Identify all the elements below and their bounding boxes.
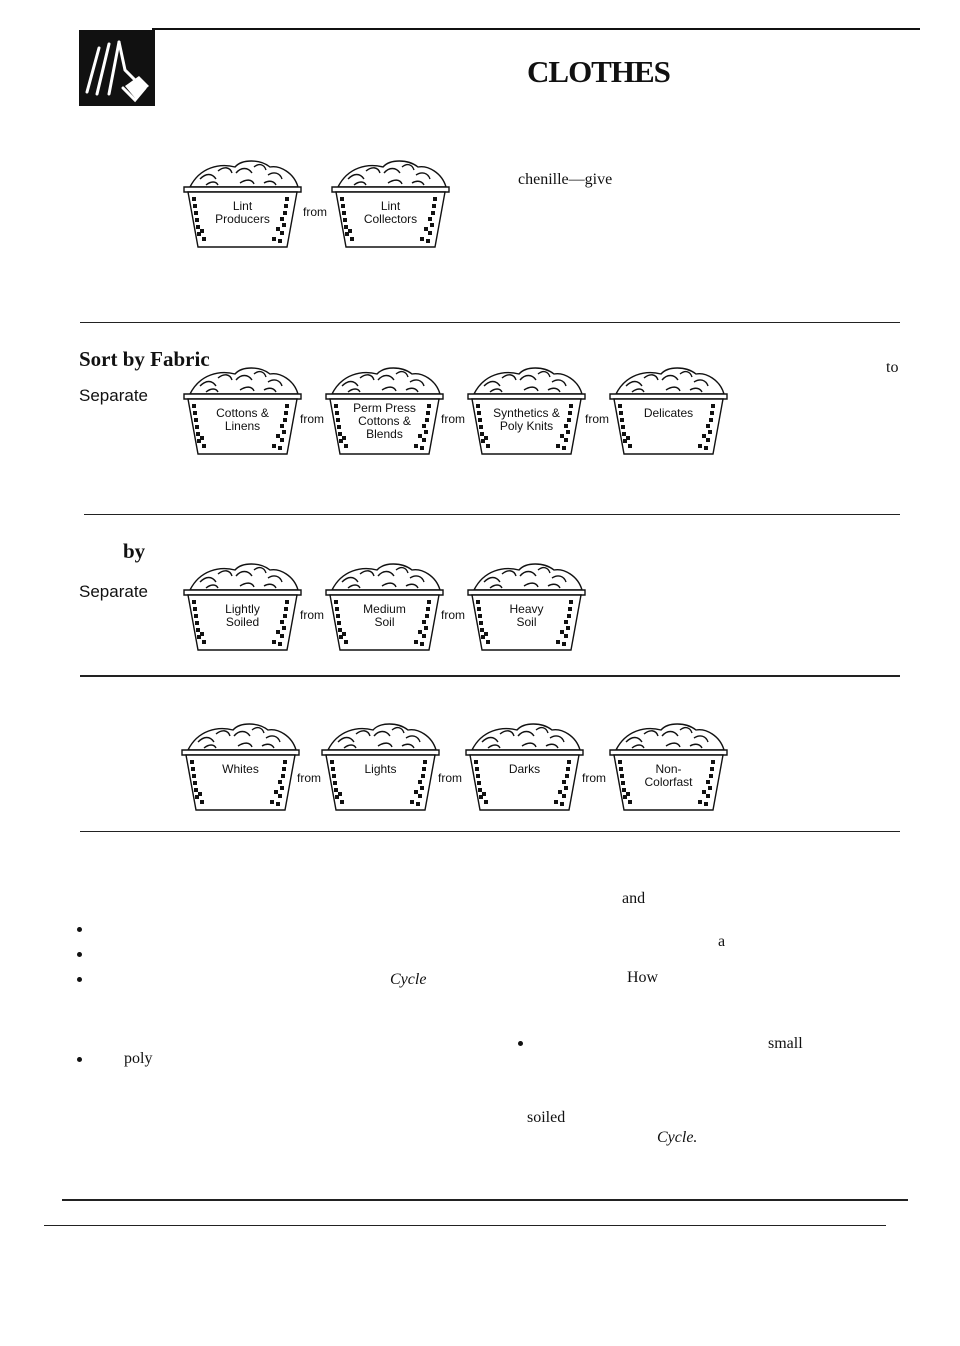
basket-lint-producers <box>180 157 305 252</box>
page-title: CLOTHES <box>527 54 670 89</box>
basket-lightly-soiled <box>180 560 305 655</box>
basket-label-line2: Producers <box>215 212 270 226</box>
basket-label-line2: Soil <box>516 615 537 629</box>
bullet <box>77 977 82 982</box>
footer-rule-thin <box>44 1225 886 1226</box>
divider <box>80 675 900 677</box>
basket-label-line1: Delicates <box>643 406 694 420</box>
from-label: from <box>438 771 462 785</box>
separate-label: Separate <box>79 582 148 601</box>
from-label: from <box>303 205 327 219</box>
bullet <box>77 1057 82 1062</box>
basket-heavy-soil <box>464 560 589 655</box>
footer-rule <box>62 1199 908 1201</box>
section-heading-soil: by <box>123 539 146 563</box>
basket-label-line1: Lightly <box>225 602 260 616</box>
lint-note-fragment: chenille—give <box>518 171 613 188</box>
basket-label-line1: Whites <box>222 762 259 776</box>
basket-label-line2: Poly Knits <box>499 419 554 433</box>
text-fragment-how: How <box>627 969 659 986</box>
basket-label-line1: Cottons & <box>216 406 269 420</box>
basket-lights <box>318 720 443 815</box>
text-fragment-small: small <box>768 1035 803 1052</box>
basket-label-line1: Lint <box>380 199 401 213</box>
basket-darks <box>462 720 587 815</box>
text-fragment-a: a <box>718 933 726 950</box>
text-fragment-soiled: soiled <box>527 1109 566 1126</box>
hand-pointer-icon <box>79 30 155 106</box>
bullet <box>77 927 82 932</box>
from-label: from <box>297 771 321 785</box>
basket-label-line2: Linens <box>224 419 261 433</box>
basket-label-line2: Collectors <box>363 212 418 226</box>
basket-medium-soil <box>322 560 447 655</box>
fabric-side-fragment: to <box>886 359 899 376</box>
basket-delicates <box>606 364 731 459</box>
divider <box>80 831 900 832</box>
from-label: from <box>585 412 609 426</box>
basket-label-line1: Heavy <box>509 602 544 616</box>
basket-label-line1: Perm Press <box>353 401 416 415</box>
text-fragment-and: and <box>622 890 646 907</box>
basket-perm-press <box>322 364 447 459</box>
basket-label-line2: Colorfast <box>644 775 693 789</box>
basket-label-line1: Non- <box>655 762 682 776</box>
basket-label-line1: Lights <box>364 762 397 776</box>
header-top-rule <box>152 28 920 30</box>
basket-label-line3: Blends <box>366 427 403 441</box>
bullet <box>77 952 82 957</box>
text-fragment-cycle: Cycle <box>390 971 427 988</box>
separate-label: Separate <box>79 386 148 405</box>
basket-label-line1: Lint <box>232 199 253 213</box>
from-label: from <box>441 412 465 426</box>
text-fragment-poly: poly <box>124 1050 153 1067</box>
from-label: from <box>441 608 465 622</box>
basket-cottons-linens <box>180 364 305 459</box>
basket-lint-collectors <box>328 157 453 252</box>
basket-label-line2: Soil <box>374 615 395 629</box>
basket-label-line1: Synthetics & <box>493 406 560 420</box>
bullet <box>518 1041 523 1046</box>
section-heading-fabric: Sort by Fabric <box>79 347 210 371</box>
divider <box>80 322 900 323</box>
from-label: from <box>300 412 324 426</box>
basket-whites <box>178 720 303 815</box>
from-label: from <box>582 771 606 785</box>
from-label: from <box>300 608 324 622</box>
basket-label-line2: Soiled <box>225 615 260 629</box>
text-fragment-cycle-period: Cycle. <box>657 1129 698 1146</box>
basket-non-colorfast <box>606 720 731 815</box>
basket-label-line1: Darks <box>508 762 541 776</box>
divider <box>84 514 900 515</box>
basket-label-line1: Medium <box>363 602 406 616</box>
basket-synthetics-poly <box>464 364 589 459</box>
basket-label-line2: Cottons & <box>358 414 411 428</box>
